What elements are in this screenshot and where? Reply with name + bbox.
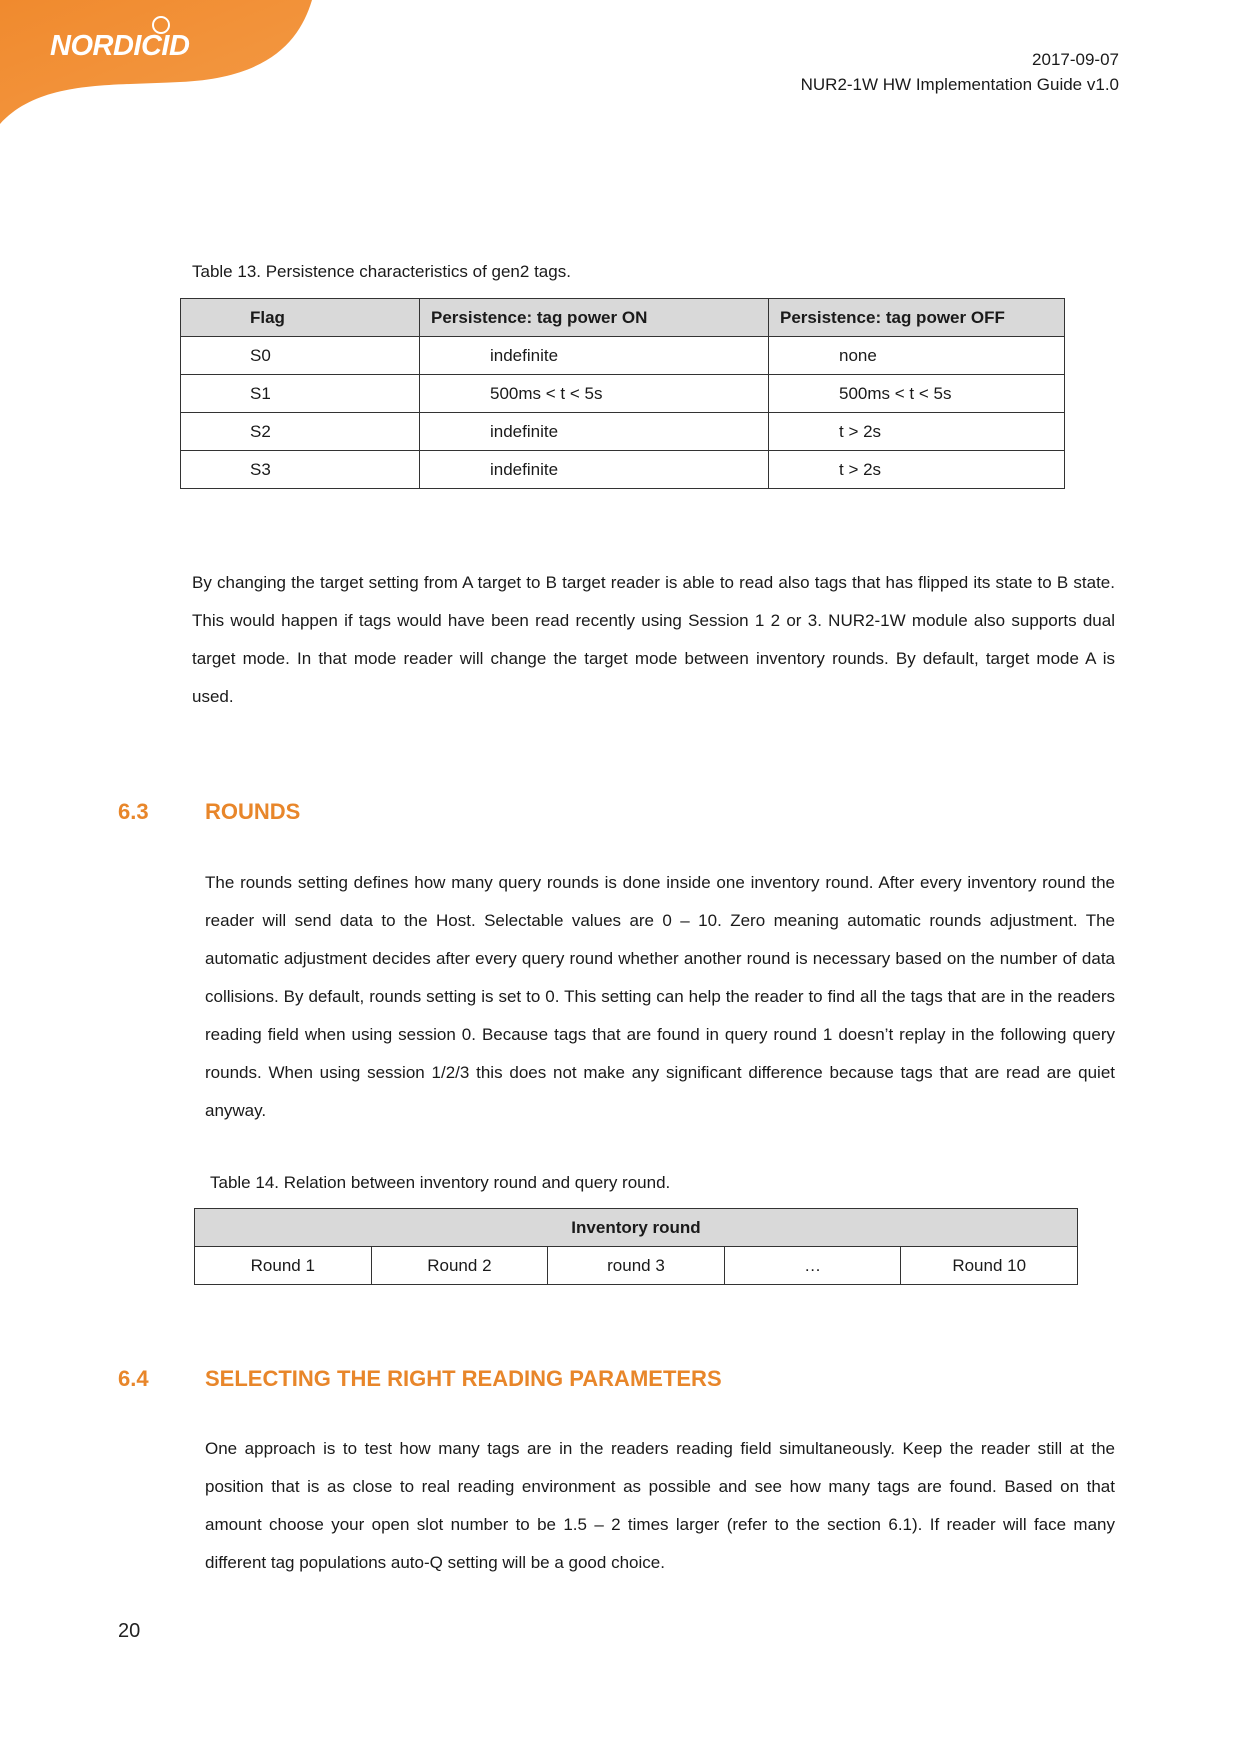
header-date: 2017-09-07: [1032, 50, 1119, 69]
table-row: [181, 451, 1065, 489]
body-paragraph: By changing the target setting from A target to B target reader is able to read also tags that has flipped its state to B state. This would happen if tags would have been read recently using Session 1 2 or 3. NUR2-1W module also supports dual target mode. In that mode reader will change the target mode between inventory rounds. By default, target mode A is used.: [192, 573, 1115, 706]
table-cell: 500ms < t < 5s: [769, 375, 1065, 413]
section-number: 6.3: [118, 799, 149, 824]
section-title: ROUNDS: [205, 799, 301, 824]
table-cell: none: [769, 337, 1065, 375]
table-row: [181, 375, 1065, 413]
table14-caption: Table 14. Relation between inventory round and query round.: [210, 1173, 671, 1192]
table-cell: S1: [181, 375, 420, 413]
table-header-cell: Persistence: tag power OFF: [769, 299, 1065, 337]
table-cell: …: [724, 1247, 901, 1285]
section-body: One approach is to test how many tags are in the readers reading field simultaneously. Keep the reader still at the position that is as close to real reading environment as possible and see how many tags are found. Based on that amount choose your open slot number to be 1.5 – 2 times larger (refer to the section 6.1). If reader will face many different tag populations auto-Q setting will be a good choice.: [205, 1439, 1115, 1572]
logo-mark-icon: [152, 16, 170, 34]
table-header-cell: Persistence: tag power ON: [420, 299, 769, 337]
section-title: SELECTING THE RIGHT READING PARAMETERS: [205, 1366, 722, 1391]
table-cell: Round 2: [371, 1247, 548, 1285]
table-header-cell: Flag: [181, 299, 420, 337]
table-header-cell: Inventory round: [195, 1209, 1078, 1247]
table-cell: t > 2s: [769, 413, 1065, 451]
table13-caption: Table 13. Persistence characteristics of gen2 tags.: [192, 262, 571, 281]
section-body: The rounds setting defines how many query rounds is done inside one inventory round. After every inventory round the reader will send data to the Host. Selectable values are 0 – 10. Zero meaning automatic rounds adjustment. The automatic adjustment decides after every query round whether another round is necessary based on the number of data collisions. By default, rounds setting is set to 0. This setting can help the reader to find all the tags that are in the readers reading field when using session 0. Because tags that are found in query round 1 doesn’t replay in the following query rounds. When using session 1/2/3 this does not make any significant difference because tags that are read are quiet anyway.: [205, 873, 1115, 1120]
section-number: 6.4: [118, 1366, 149, 1391]
table-row: [181, 413, 1065, 451]
table-row: [181, 337, 1065, 375]
page-number: 20: [118, 1620, 141, 1642]
persistence-table: [180, 298, 1065, 489]
table-cell: t > 2s: [769, 451, 1065, 489]
table-cell: 500ms < t < 5s: [420, 375, 769, 413]
table-cell: Round 1: [195, 1247, 372, 1285]
table-cell: round 3: [548, 1247, 725, 1285]
table-cell: S3: [181, 451, 420, 489]
table-cell: indefinite: [420, 337, 769, 375]
table-cell: S0: [181, 337, 420, 375]
inventory-round-table: [194, 1208, 1078, 1285]
table-cell: S2: [181, 413, 420, 451]
table-cell: indefinite: [420, 451, 769, 489]
nordicid-logo: NORDICID: [50, 30, 190, 62]
table-row: [195, 1247, 1078, 1285]
table-cell: Round 10: [901, 1247, 1078, 1285]
table-header-row: [181, 299, 1065, 337]
header-doc-title: NUR2-1W HW Implementation Guide v1.0: [800, 75, 1119, 94]
table-header-row: [195, 1209, 1078, 1247]
table-cell: indefinite: [420, 413, 769, 451]
